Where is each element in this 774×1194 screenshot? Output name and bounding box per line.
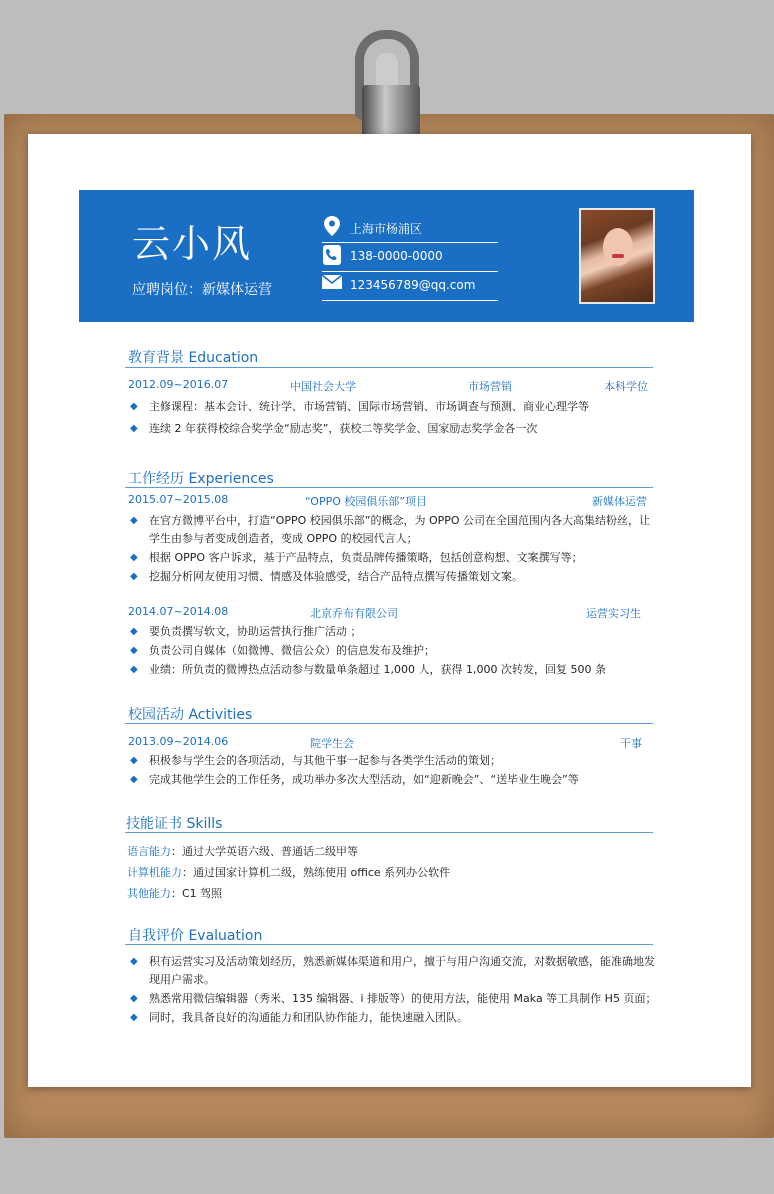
contact-location-text: 上海市杨浦区: [350, 222, 423, 236]
phone-icon: [322, 245, 342, 265]
candidate-name: 云小风: [132, 222, 253, 266]
diamond-bullet-icon: ◆: [130, 774, 138, 785]
diamond-bullet-icon: ◆: [130, 993, 138, 1004]
education-major: 市场营销: [468, 380, 512, 393]
section-divider: [125, 487, 653, 488]
list-item: ◆ 连续 2 年获得校综合奖学金“励志奖”，获校二等奖学金、国家励志奖学金各一次: [130, 420, 660, 438]
contact-email-text: 123456789@qq.com: [350, 278, 476, 292]
list-item: ◆ 同时，我具备良好的沟通能力和团队协作能力，能快速融入团队。: [130, 1009, 660, 1027]
list-item: ◆ 积极参与学生会的各项活动，与其他干事一起参与各类学生活动的策划；: [130, 752, 660, 770]
diamond-bullet-icon: ◆: [130, 626, 138, 637]
diamond-bullet-icon: ◆: [130, 552, 138, 563]
activity-date: 2013.09~2014.06: [128, 735, 229, 748]
list-item: ◆ 挖掘分析网友使用习惯、情感及体验感受，结合产品特点撰写传播策划文案。: [130, 568, 660, 586]
diamond-bullet-icon: ◆: [130, 423, 138, 434]
list-item: ◆ 在官方微博平台中，打造“OPPO 校园俱乐部”的概念，为 OPPO 公司在全国范围内各大高集结粉丝，让学生由参与者变成创造者，变成 OPPO 的校园代言人；: [130, 514, 651, 545]
list-item: ◆ 主修课程：基本会计、统计学、市场营销、国际市场营销、市场调查与预测、商业心理学等: [130, 398, 660, 416]
list-item: ◆ 积有运营实习及活动策划经历，熟悉新媒体渠道和用户，擅于与用户沟通交流，对数据敏感，能准确地发现用户需求。: [130, 955, 655, 986]
diamond-bullet-icon: ◆: [130, 571, 138, 582]
work-date: 2015.07~2015.08: [128, 493, 229, 506]
diamond-bullet-icon: ◆: [130, 645, 138, 656]
section-divider: [125, 832, 653, 833]
mail-icon: [322, 274, 342, 294]
activity-org: 院学生会: [310, 737, 354, 750]
list-item: ◆ 要负责撰写软文，协助运营执行推广活动 ；: [130, 623, 660, 641]
diamond-bullet-icon: ◆: [130, 515, 138, 526]
diamond-bullet-icon: ◆: [130, 956, 138, 967]
skill-item: 计算机能力：通过国家计算机二级，熟练使用 office 系列办公软件: [127, 866, 451, 879]
diamond-bullet-icon: ◆: [130, 401, 138, 412]
contact-phone-text: 138-0000-0000: [350, 249, 443, 263]
work-org: “OPPO 校园俱乐部”项目: [305, 495, 428, 508]
diamond-bullet-icon: ◆: [130, 755, 138, 766]
education-date: 2012.09~2016.07: [128, 378, 229, 391]
skill-item: 语言能力：通过大学英语六级、普通话二级甲等: [127, 845, 358, 858]
work-org: 北京乔布有限公司: [310, 607, 398, 620]
list-item: ◆ 熟悉常用微信编辑器（秀米、135 编辑器、i 排版等）的使用方法，能使用 Maka 等工具制作 H5 页面；: [130, 990, 660, 1008]
contact-email: [322, 272, 498, 301]
work-role: 新媒体运营: [592, 495, 647, 508]
section-divider: [125, 367, 653, 368]
list-item: ◆ 根据 OPPO 客户诉求，基于产品特点，负责品牌传播策略，包括创意构想、文案撰写等；: [130, 549, 660, 567]
list-item: ◆ 完成其他学生会的工作任务，成功举办多次大型活动，如“迎新晚会”、“送毕业生晚会”等: [130, 771, 660, 789]
section-divider: [125, 723, 653, 724]
education-degree: 本科学位: [604, 380, 648, 393]
section-divider: [125, 944, 653, 945]
contact-location: [322, 214, 498, 243]
list-item: ◆ 负责公司自媒体（如微博、微信公众）的信息发布及维护；: [130, 642, 660, 660]
diamond-bullet-icon: ◆: [130, 664, 138, 675]
activity-role: 干事: [620, 737, 642, 750]
education-title: 教育背景 Education: [128, 350, 259, 366]
work-date: 2014.07~2014.08: [128, 605, 229, 618]
skills-title: 技能证书 Skills: [126, 816, 223, 832]
skill-item: 其他能力：C1 驾照: [127, 887, 223, 900]
profile-photo: [579, 208, 655, 304]
evaluation-title: 自我评价 Evaluation: [128, 928, 263, 944]
list-item: ◆ 业绩：所负责的微博热点活动参与数量单条超过 1,000 人，获得 1,000 次转发，回复 500 条: [130, 661, 660, 679]
activities-title: 校园活动 Activities: [128, 707, 253, 723]
education-school: 中国社会大学: [290, 380, 356, 393]
work-role: 运营实习生: [586, 607, 641, 620]
work-title: 工作经历 Experiences: [128, 471, 274, 487]
target-position: 应聘岗位：新媒体运营: [132, 282, 272, 298]
diamond-bullet-icon: ◆: [130, 1012, 138, 1023]
contact-phone: [322, 243, 498, 272]
location-icon: [322, 216, 342, 236]
